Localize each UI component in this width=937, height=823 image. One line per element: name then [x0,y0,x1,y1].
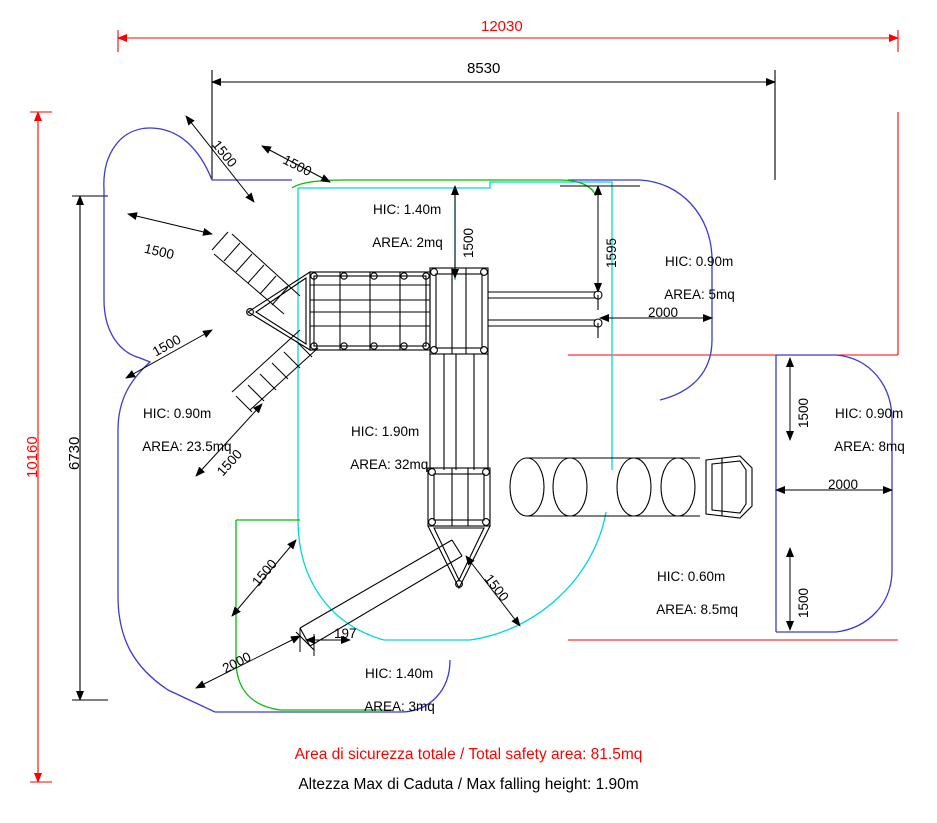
dim-1500-upper-left-a: 1500 [209,137,240,171]
zone-label-5 [820,390,905,472]
zone-7-hic: HIC: 1.40m [365,666,434,682]
zone-label-3 [128,390,232,472]
dim-1500-left-c: 1500 [213,446,246,479]
dim-2000-right: 2000 [828,477,859,492]
zone-label-2 [650,238,735,320]
zone-1-hic: HIC: 1.40m [373,202,442,218]
footer-total-area: Area di sicurezza totale / Total safety area: 81.5mq [294,746,643,763]
dim-1595: 1595 [604,237,619,268]
zone-label-1 [358,186,443,268]
zone-4-hic: HIC: 1.90m [351,424,420,440]
zone-3-hic: HIC: 0.90m [143,406,212,422]
dim-1500-right-top: 1500 [796,397,811,428]
dim-total-height: 10160 [24,436,41,478]
zone-5-area: AREA: 8mq [834,439,905,455]
zone-2-hic: HIC: 0.90m [665,254,734,270]
zone-3-area: AREA: 23.5mq [142,439,232,455]
dim-total-width: 12030 [481,18,523,35]
zone-label-4 [336,408,428,490]
footer-max-fall: Altezza Max di Caduta / Max falling height: 1.90m [298,776,639,793]
zone-4-area: AREA: 32mq [350,457,429,473]
dim-1500-left-b: 1500 [149,331,184,360]
detail-dimension-lines [126,116,892,688]
dim-1500-center-top: 1500 [461,227,476,258]
zone-2-area: AREA: 5mq [664,287,735,303]
zone-6-area: AREA: 8.5mq [656,602,739,618]
dim-1500-lower-left: 1500 [249,556,280,590]
dim-197: 197 [334,626,357,641]
dim-2000-upper-right: 2000 [648,305,679,320]
dim-1500-right-bottom: 1500 [796,587,811,618]
dim-2000-lower-left: 2000 [219,649,254,677]
zone-label-6 [642,553,738,635]
dim-1500-upper-left-b: 1500 [280,152,315,180]
zone-label-7 [350,650,435,732]
zone-5-hic: HIC: 0.90m [835,406,904,422]
zone-7-area: AREA: 3mq [364,699,435,715]
dim-1500-lower-center: 1500 [481,571,512,605]
dim-inner-width: 8530 [467,60,501,77]
dim-inner-height: 6730 [66,436,83,470]
zone-1-area: AREA: 2mq [372,235,443,251]
zone-6-hic: HIC: 0.60m [657,569,726,585]
dim-1500-left-a: 1500 [142,240,176,263]
